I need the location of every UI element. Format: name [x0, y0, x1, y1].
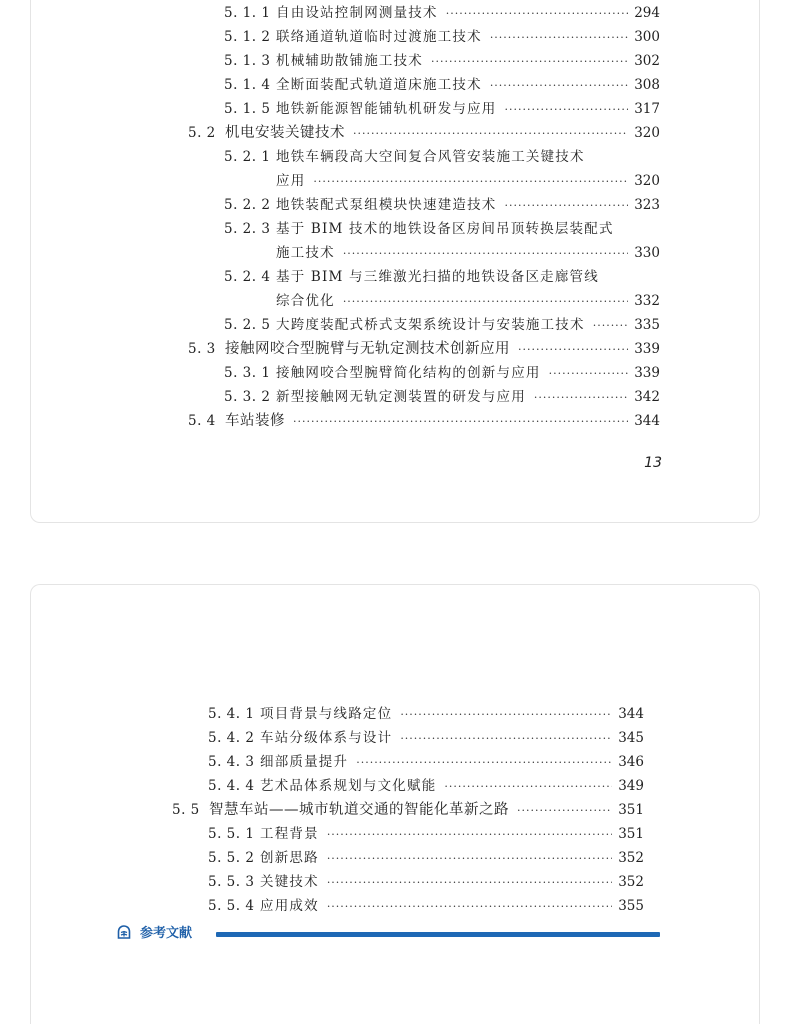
- toc-entry[interactable]: [224, 313, 660, 337]
- toc-entry-title: 全断面装配式轨道道床施工技术: [276, 77, 482, 93]
- toc-entry-title: 车站装修: [225, 413, 285, 429]
- toc-entry-number: 5. 5. 2: [208, 850, 255, 866]
- toc-entry[interactable]: [208, 726, 644, 750]
- toc-entry-number: 5. 5: [172, 802, 200, 818]
- toc-entry-title: 创新思路: [260, 850, 319, 866]
- toc-entry-title: 大跨度装配式桥式支架系统设计与安装施工技术: [276, 317, 585, 333]
- toc-entry-number: 5. 3: [188, 341, 216, 357]
- dot-leader: [517, 799, 612, 823]
- toc-entry-title: 细部质量提升: [260, 754, 349, 770]
- toc-entry-page: 346: [618, 754, 644, 770]
- toc-entry-number: 5. 1. 4: [224, 77, 271, 93]
- dot-leader: [293, 410, 628, 434]
- toc-entry-number: 5. 1. 3: [224, 53, 271, 69]
- dot-leader: [400, 727, 612, 751]
- toc-entry-page: 300: [634, 29, 660, 45]
- toc-entry[interactable]: [224, 265, 660, 289]
- toc-entry[interactable]: [224, 145, 660, 169]
- toc-entry-title: 基于 BIM 技术的地铁设备区房间吊顶转换层装配式: [276, 221, 614, 237]
- toc-entry-number: 5. 2: [188, 125, 216, 141]
- dot-leader: [534, 386, 628, 410]
- toc-entry-number: 5. 2. 4: [224, 269, 271, 285]
- toc-entry-title: 接触网咬合型腕臂与无轨定测技术创新应用: [225, 341, 510, 357]
- toc-entry-number: 5. 2. 1: [224, 149, 271, 165]
- toc-section-entry[interactable]: [188, 121, 660, 145]
- book-icon: [116, 924, 132, 940]
- toc-entry-title: 应用: [276, 173, 306, 189]
- toc-entry-page: 294: [634, 5, 660, 21]
- toc-entry[interactable]: [224, 217, 660, 241]
- toc-entry-page: 344: [618, 706, 644, 722]
- dot-leader: [549, 362, 629, 386]
- toc-entry-number: 5. 2. 2: [224, 197, 271, 213]
- dot-leader: [593, 314, 629, 338]
- toc-entry-page: 302: [634, 53, 660, 69]
- toc-entry-number: 5. 5. 4: [208, 898, 255, 914]
- toc-entry-page: 349: [618, 778, 644, 794]
- toc-section-entry[interactable]: [188, 337, 660, 361]
- toc-entry-page: 344: [634, 413, 660, 429]
- dot-leader: [431, 50, 628, 74]
- toc-entry-number: 5. 4. 1: [208, 706, 255, 722]
- toc-entry-number: 5. 1. 2: [224, 29, 271, 45]
- toc-entry-title: 关键技术: [260, 874, 319, 890]
- toc-entry-page: 355: [618, 898, 644, 914]
- toc-entry[interactable]: [224, 73, 660, 97]
- toc-entry-page: 339: [634, 365, 660, 381]
- toc-entry-title: 智慧车站——城市轨道交通的智能化革新之路: [209, 802, 509, 818]
- toc-entry-title: 综合优化: [276, 293, 335, 309]
- toc-entry-page: 339: [634, 341, 660, 357]
- toc-entry-page: 323: [634, 197, 660, 213]
- toc-entry-number: 5. 4. 3: [208, 754, 255, 770]
- toc-entry-page: 352: [618, 850, 644, 866]
- toc-entry-title: 施工技术: [276, 245, 335, 261]
- dot-leader: [490, 74, 628, 98]
- toc-entry-title: 地铁装配式泵组模块快速建造技术: [276, 197, 497, 213]
- dot-leader: [518, 338, 628, 362]
- toc-entry[interactable]: [208, 870, 644, 894]
- toc-entry[interactable]: [208, 774, 644, 798]
- references-heading[interactable]: [116, 922, 192, 941]
- toc-entry-title: 地铁车辆段高大空间复合风管安装施工关键技术: [276, 149, 585, 165]
- toc-entry-title: 工程背景: [260, 826, 319, 842]
- toc-entry-number: 5. 2. 5: [224, 317, 271, 333]
- toc-section-entry[interactable]: [188, 409, 660, 433]
- toc-entry-continuation[interactable]: [276, 241, 660, 265]
- toc-entry-continuation[interactable]: [276, 169, 660, 193]
- toc-entry-number: 5. 5. 1: [208, 826, 255, 842]
- toc-entry-title: 新型接触网无轨定测装置的研发与应用: [276, 389, 526, 405]
- toc-entry-title: 地铁新能源智能铺轨机研发与应用: [276, 101, 497, 117]
- toc-entry-number: 5. 1. 5: [224, 101, 271, 117]
- toc-entry[interactable]: [208, 702, 644, 726]
- toc-entry[interactable]: [224, 385, 660, 409]
- toc-entry[interactable]: [224, 361, 660, 385]
- toc-entry-page: 308: [634, 77, 660, 93]
- dot-leader: [327, 823, 612, 847]
- toc-entry[interactable]: [224, 25, 660, 49]
- dot-leader: [446, 2, 629, 26]
- toc-entry-page: 351: [618, 802, 644, 818]
- toc-entry-title: 车站分级体系与设计: [260, 730, 393, 746]
- toc-entry-title: 基于 BIM 与三维激光扫描的地铁设备区走廊管线: [276, 269, 599, 285]
- toc-entry-number: 5. 3. 1: [224, 365, 271, 381]
- toc-entry-number: 5. 4: [188, 413, 216, 429]
- toc-entry-page: 352: [618, 874, 644, 890]
- dot-leader: [505, 98, 629, 122]
- toc-entry-page: 330: [634, 245, 660, 261]
- dot-leader: [444, 775, 612, 799]
- toc-entry-title: 机电安装关键技术: [225, 125, 345, 141]
- toc-entry[interactable]: [208, 894, 644, 918]
- toc-entry-title: 自由设站控制网测量技术: [276, 5, 438, 21]
- references-divider-bar: [216, 932, 660, 937]
- toc-entry[interactable]: [224, 1, 660, 25]
- toc-entry-number: 5. 4. 4: [208, 778, 255, 794]
- toc-entry[interactable]: [208, 750, 644, 774]
- toc-entry-title: 联络通道轨道临时过渡施工技术: [276, 29, 482, 45]
- toc-entry-page: 345: [618, 730, 644, 746]
- dot-leader: [400, 703, 612, 727]
- dot-leader: [353, 122, 628, 146]
- toc-entry[interactable]: [208, 846, 644, 870]
- dot-leader: [327, 871, 612, 895]
- toc-entry[interactable]: [224, 49, 660, 73]
- toc-entry[interactable]: [224, 97, 660, 121]
- toc-entry-title: 应用成效: [260, 898, 319, 914]
- toc-entry-page: 351: [618, 826, 644, 842]
- toc-entry-number: 5. 2. 3: [224, 221, 271, 237]
- toc-entry-page: 320: [634, 173, 660, 189]
- dot-leader: [343, 290, 628, 314]
- dot-leader: [490, 26, 628, 50]
- references-heading-label: 参考文献: [140, 926, 193, 941]
- toc-entry-page: 317: [634, 101, 660, 117]
- toc-section-entry[interactable]: [172, 798, 644, 822]
- dot-leader: [327, 895, 612, 919]
- dot-leader: [343, 242, 628, 266]
- toc-entry-number: 5. 3. 2: [224, 389, 271, 405]
- toc-entry[interactable]: [208, 822, 644, 846]
- toc-entry-title: 接触网咬合型腕臂简化结构的创新与应用: [276, 365, 541, 381]
- toc-entry-page: 335: [634, 317, 660, 333]
- toc-entry-title: 机械辅助散铺施工技术: [276, 53, 423, 69]
- dot-leader: [327, 847, 612, 871]
- page-number: 13: [644, 455, 662, 471]
- toc-entry-page: 332: [634, 293, 660, 309]
- toc-entry-continuation[interactable]: [276, 289, 660, 313]
- toc-entry-page: 320: [634, 125, 660, 141]
- toc-entry-number: 5. 1. 1: [224, 5, 271, 21]
- dot-leader: [313, 170, 628, 194]
- toc-entry-page: 342: [634, 389, 660, 405]
- toc-entry-title: 项目背景与线路定位: [260, 706, 393, 722]
- toc-entry-number: 5. 4. 2: [208, 730, 255, 746]
- dot-leader: [505, 194, 629, 218]
- toc-entry-number: 5. 5. 3: [208, 874, 255, 890]
- toc-entry-title: 艺术品体系规划与文化赋能: [260, 778, 437, 794]
- dot-leader: [356, 751, 612, 775]
- toc-entry[interactable]: [224, 193, 660, 217]
